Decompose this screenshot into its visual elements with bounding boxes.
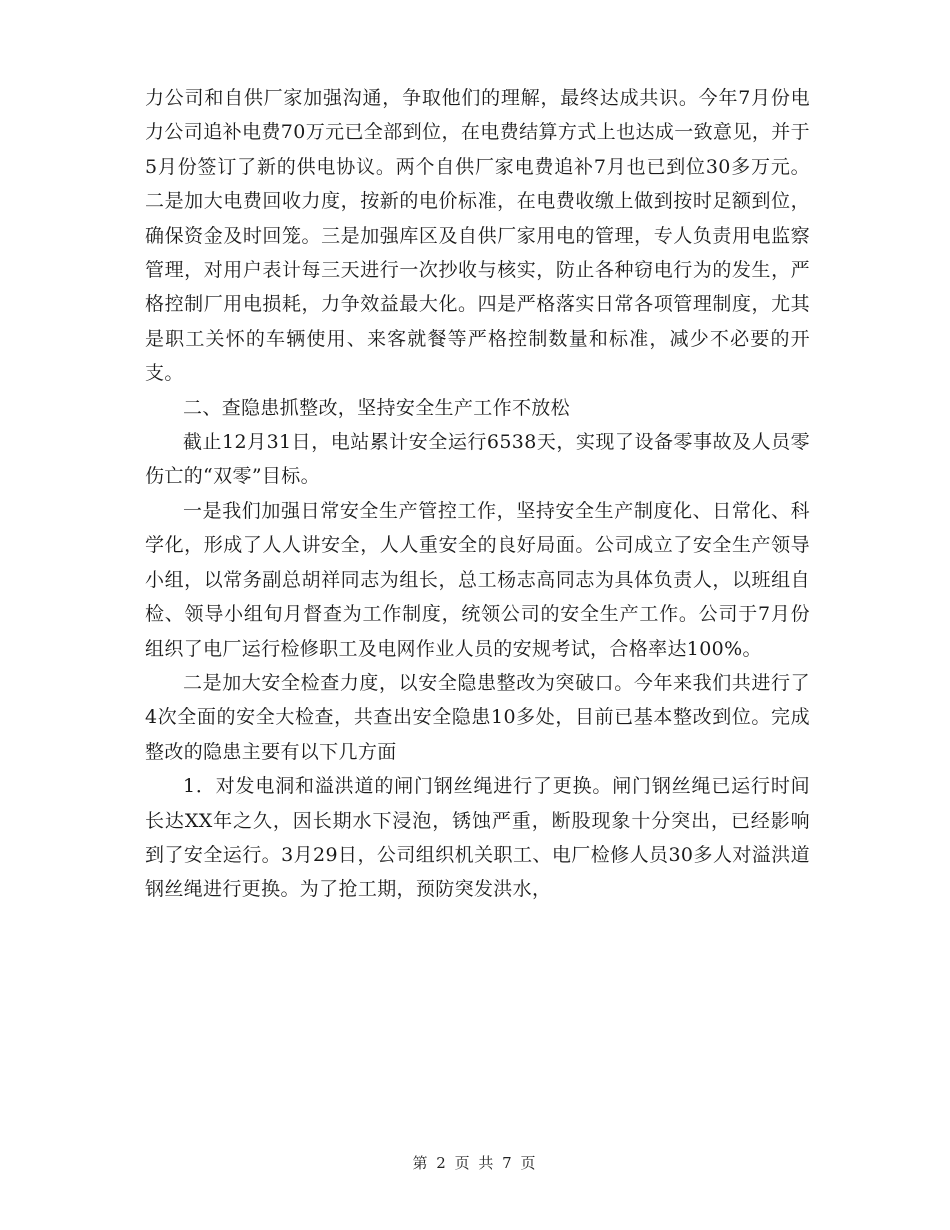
paragraph-item-1: 1．对发电洞和溢洪道的闸门钢丝绳进行了更换。闸门钢丝绳已运行时间长达XX年之久，因长期水下浸泡，锈蚀严重，断股现象十分突出，已经影响到了安全运行。3月29日，公司组织机关职工、电厂检修人员30多人对溢洪道钢丝绳进行更换。为了抢工期，预防突发洪水， <box>145 775 810 901</box>
section-heading: 二、查隐患抓整改，坚持安全生产工作不放松 <box>183 396 571 419</box>
page-number-footer: 第 2 页 共 7 页 <box>412 1154 538 1172</box>
paragraph-continuation: 力公司和自供厂家加强沟通，争取他们的理解，最终达成共识。今年7月份电力公司追补电费70万元已全部到位，在电费结算方式上也达成一致意见，并于 5月份签订了新的供电协议。两个自供厂家电费追补7月也已到位30多万元。二是加大电费回收力度，按新的电价标准，在电费收缴上做到按时足额到位，确保资金及时回笼。三是加强库区及自供厂家用电的管理，专人负责用电监察管理，对用户表计每三天进行一次抄收与核实，防止各种窃电行为的发生，严格控制厂用电损耗，力争效益最大化。四是严格落实日常各项管理制度，尤其是职工关怀的车辆使用、来客就餐等严格控制数量和标准，减少不必要的开支。 <box>145 87 810 385</box>
paragraph-safety-inspection: 二是加大安全检查力度，以安全隐患整改为突破口。今年来我们共进行了4次全面的安全大检查，共查出安全隐患10多处，目前已基本整改到位。完成整改的隐患主要有以下几方面 <box>145 671 810 763</box>
paragraph-safety-management: 一是我们加强日常安全生产管控工作，坚持安全生产制度化、日常化、科学化，形成了人人讲安全，人人重安全的良好局面。公司成立了安全生产领导小组，以常务副总胡祥同志为组长，总工杨志高同志为具体负责人，以班组自检、领导小组旬月督查为工作制度，统领公司的安全生产工作。公司于7月份组织了电厂运行检修职工及电网作业人员的安规考试，合格率达100%。 <box>145 499 810 660</box>
document-body <box>145 81 810 907</box>
paragraph-safety-record: 截止12月31日，电站累计安全运行6538天，实现了设备零事故及人员零伤亡的“双零”目标。 <box>145 431 810 488</box>
